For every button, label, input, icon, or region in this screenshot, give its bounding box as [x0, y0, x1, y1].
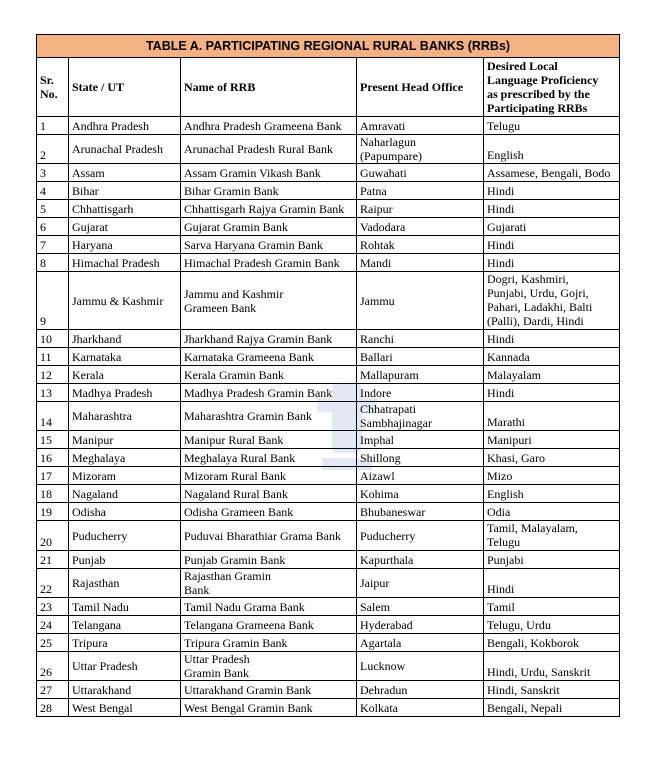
- cell-line: Telugu: [487, 119, 521, 133]
- cell-line: Rajasthan Gramin: [184, 569, 271, 583]
- cell-rrb-name: [181, 521, 357, 551]
- table-row: [37, 384, 620, 402]
- table-row: [37, 330, 620, 348]
- cell-sr-no: 8: [37, 254, 69, 272]
- table-body: [37, 117, 620, 717]
- cell-line: Andhra Pradesh Grameena Bank: [184, 118, 342, 133]
- cell-line: Uttar Pradesh: [184, 652, 250, 666]
- cell-rrb-name: [181, 598, 357, 616]
- cell-rrb-name: [181, 569, 357, 598]
- cell-head-office: [357, 503, 484, 521]
- cell-head-office: [357, 616, 484, 634]
- cell-line: Ballari: [360, 349, 393, 364]
- cell-sr-no: 13: [37, 384, 69, 402]
- cell-line: Himachal Pradesh Gramin Bank: [184, 255, 340, 270]
- cell-line: Kapurthala: [360, 552, 414, 567]
- cell-line: Grameen Bank: [184, 300, 257, 315]
- cell-language: [484, 384, 620, 402]
- cell-line: (Palli), Dardi, Hindi: [487, 314, 584, 328]
- cell-language: [484, 254, 620, 272]
- cell-sr-no: 28: [37, 699, 69, 717]
- cell-line: Telangana Grameena Bank: [184, 617, 314, 632]
- cell-line: Tamil: [487, 600, 515, 614]
- cell-rrb-name: [181, 135, 357, 164]
- cell-rrb-name: [181, 164, 357, 182]
- cell-language: [484, 218, 620, 236]
- table-row: [37, 485, 620, 503]
- cell-line: Mallapuram: [360, 367, 419, 382]
- table-row: [37, 616, 620, 634]
- cell-sr-no: 22: [37, 569, 69, 598]
- cell-language: [484, 402, 620, 431]
- cell-state: Kerala: [69, 366, 181, 384]
- cell-state: Uttarakhand: [69, 681, 181, 699]
- cell-state: Meghalaya: [69, 449, 181, 467]
- table-row: [37, 117, 620, 135]
- cell-line: Sarva Haryana Gramin Bank: [184, 237, 323, 252]
- cell-line: Punjab Gramin Bank: [184, 552, 286, 567]
- cell-head-office: [357, 634, 484, 652]
- cell-line: Pahari, Ladakhi, Balti: [487, 300, 593, 314]
- table-row: [37, 348, 620, 366]
- table-row: [37, 569, 620, 598]
- cell-language: [484, 182, 620, 200]
- header-state: State / UT: [69, 58, 181, 117]
- cell-line: Guwahati: [360, 165, 407, 180]
- cell-head-office: [357, 551, 484, 569]
- cell-rrb-name: [181, 431, 357, 449]
- cell-language: [484, 366, 620, 384]
- table-row: [37, 366, 620, 384]
- cell-line: Naharlagun: [360, 135, 416, 149]
- cell-head-office: [357, 366, 484, 384]
- cell-line: Nagaland Rural Bank: [184, 486, 288, 501]
- cell-sr-no: 21: [37, 551, 69, 569]
- cell-head-office: [357, 598, 484, 616]
- cell-line: Vadodara: [360, 219, 406, 234]
- cell-sr-no: 12: [37, 366, 69, 384]
- cell-state: Punjab: [69, 551, 181, 569]
- cell-line: Hindi: [487, 202, 515, 216]
- cell-head-office: [357, 330, 484, 348]
- cell-language: [484, 634, 620, 652]
- cell-rrb-name: [181, 485, 357, 503]
- cell-head-office: [357, 521, 484, 551]
- cell-line: Bank: [184, 583, 210, 597]
- cell-line: Rohtak: [360, 237, 395, 252]
- cell-sr-no: 5: [37, 200, 69, 218]
- cell-line: Khasi, Garo: [487, 451, 545, 465]
- cell-rrb-name: [181, 634, 357, 652]
- cell-line: Agartala: [360, 635, 402, 650]
- cell-state: Tripura: [69, 634, 181, 652]
- cell-line: Ranchi: [360, 331, 394, 346]
- cell-head-office: [357, 384, 484, 402]
- cell-line: Kolkata: [360, 700, 398, 715]
- cell-line: Gujarati: [487, 220, 527, 234]
- cell-language: [484, 598, 620, 616]
- cell-state: Haryana: [69, 236, 181, 254]
- table-row: [37, 467, 620, 485]
- cell-line: Kerala Gramin Bank: [184, 367, 284, 382]
- cell-sr-no: 6: [37, 218, 69, 236]
- cell-line: Sambhajinagar: [360, 416, 432, 430]
- cell-line: Madhya Pradesh Gramin Bank: [184, 385, 333, 400]
- cell-head-office: [357, 569, 484, 598]
- cell-state: Andhra Pradesh: [69, 117, 181, 135]
- table-row: [37, 652, 620, 681]
- cell-sr-no: 2: [37, 135, 69, 164]
- table-row: [37, 431, 620, 449]
- cell-language: [484, 330, 620, 348]
- header-head-office: Present Head Office: [357, 58, 484, 117]
- cell-line: Mizoram Rural Bank: [184, 468, 286, 483]
- table-row: [37, 598, 620, 616]
- cell-sr-no: 20: [37, 521, 69, 551]
- cell-state: Telangana: [69, 616, 181, 634]
- cell-line: Hindi, Urdu, Sanskrit: [487, 665, 591, 679]
- cell-state: Odisha: [69, 503, 181, 521]
- table-row: [37, 681, 620, 699]
- table-row: [37, 272, 620, 330]
- cell-rrb-name: [181, 467, 357, 485]
- cell-sr-no: 9: [37, 272, 69, 330]
- cell-line: Kannada: [487, 350, 530, 364]
- cell-language: [484, 236, 620, 254]
- cell-line: Jharkhand Rajya Gramin Bank: [184, 331, 333, 346]
- cell-state: Tamil Nadu: [69, 598, 181, 616]
- cell-line: Odia: [487, 505, 511, 519]
- cell-sr-no: 14: [37, 402, 69, 431]
- cell-line: Hindi: [487, 386, 515, 400]
- cell-head-office: [357, 449, 484, 467]
- cell-line: Kohima: [360, 486, 399, 501]
- cell-language: [484, 117, 620, 135]
- cell-language: [484, 503, 620, 521]
- cell-language: [484, 164, 620, 182]
- table-title: TABLE A. PARTICIPATING REGIONAL RURAL BANKS (RRBs): [37, 35, 620, 58]
- cell-rrb-name: [181, 449, 357, 467]
- cell-rrb-name: [181, 330, 357, 348]
- cell-line: Jammu: [360, 293, 395, 308]
- cell-state: Chhattisgarh: [69, 200, 181, 218]
- cell-sr-no: 26: [37, 652, 69, 681]
- cell-rrb-name: [181, 616, 357, 634]
- cell-rrb-name: [181, 652, 357, 681]
- cell-line: Arunachal Pradesh Rural Bank: [184, 142, 333, 156]
- cell-line: Dogri, Kashmiri,: [487, 272, 569, 286]
- cell-head-office: [357, 164, 484, 182]
- cell-rrb-name: [181, 402, 357, 431]
- cell-line: Chhatrapati: [360, 402, 416, 416]
- cell-rrb-name: [181, 254, 357, 272]
- cell-line: Salem: [360, 599, 390, 614]
- cell-rrb-name: [181, 681, 357, 699]
- cell-state: Jammu & Kashmir: [69, 272, 181, 330]
- rrb-table-container: [36, 34, 619, 717]
- cell-line: Assamese, Bengali, Bodo: [487, 166, 611, 180]
- cell-sr-no: 3: [37, 164, 69, 182]
- cell-language: [484, 616, 620, 634]
- cell-rrb-name: [181, 236, 357, 254]
- cell-rrb-name: [181, 348, 357, 366]
- cell-line: Patna: [360, 183, 387, 198]
- cell-line: Karnataka Grameena Bank: [184, 349, 314, 364]
- cell-line: Gujarat Gramin Bank: [184, 219, 288, 234]
- cell-sr-no: 10: [37, 330, 69, 348]
- cell-line: Tripura Gramin Bank: [184, 635, 288, 650]
- table-row: [37, 218, 620, 236]
- cell-state: Rajasthan: [69, 569, 181, 598]
- cell-state: West Bengal: [69, 699, 181, 717]
- table-row: [37, 182, 620, 200]
- cell-line: Puduvai Bharathiar Grama Bank: [184, 528, 341, 543]
- cell-state: Mizoram: [69, 467, 181, 485]
- cell-rrb-name: [181, 182, 357, 200]
- cell-head-office: [357, 117, 484, 135]
- cell-language: [484, 699, 620, 717]
- cell-line: Puducherry: [360, 528, 416, 543]
- cell-language: [484, 485, 620, 503]
- cell-state: Uttar Pradesh: [69, 652, 181, 681]
- cell-head-office: [357, 467, 484, 485]
- cell-rrb-name: [181, 699, 357, 717]
- cell-line: Meghalaya Rural Bank: [184, 450, 296, 465]
- cell-line: Manipur Rural Bank: [184, 432, 284, 447]
- cell-line: Uttarakhand Gramin Bank: [184, 682, 312, 697]
- cell-rrb-name: [181, 551, 357, 569]
- rrb-table: [36, 34, 620, 717]
- cell-head-office: [357, 200, 484, 218]
- cell-head-office: [357, 135, 484, 164]
- cell-sr-no: 19: [37, 503, 69, 521]
- cell-line: Hyderabad: [360, 617, 413, 632]
- cell-line: Marathi: [487, 415, 525, 429]
- cell-line: Telugu: [487, 535, 521, 549]
- header-sr-no: Sr. No.: [37, 58, 69, 117]
- cell-line: Manipuri: [487, 433, 532, 447]
- cell-line: Bihar Gramin Bank: [184, 183, 279, 198]
- table-row: [37, 634, 620, 652]
- cell-rrb-name: [181, 218, 357, 236]
- cell-head-office: [357, 236, 484, 254]
- cell-sr-no: 7: [37, 236, 69, 254]
- cell-state: Madhya Pradesh: [69, 384, 181, 402]
- cell-line: West Bengal Gramin Bank: [184, 700, 313, 715]
- cell-line: Maharashtra Gramin Bank: [184, 409, 312, 423]
- table-row: [37, 200, 620, 218]
- cell-sr-no: 27: [37, 681, 69, 699]
- cell-line: Lucknow: [360, 659, 406, 673]
- cell-language: [484, 681, 620, 699]
- table-header-row: [37, 58, 620, 117]
- cell-line: Tamil, Malayalam,: [487, 521, 578, 535]
- cell-line: Mandi: [360, 255, 392, 270]
- cell-sr-no: 24: [37, 616, 69, 634]
- cell-line: Malayalam: [487, 368, 541, 382]
- cell-sr-no: 25: [37, 634, 69, 652]
- cell-state: Nagaland: [69, 485, 181, 503]
- cell-head-office: [357, 402, 484, 431]
- table-row: [37, 164, 620, 182]
- cell-line: Shillong: [360, 450, 401, 465]
- cell-state: Bihar: [69, 182, 181, 200]
- cell-line: Hindi: [487, 332, 515, 346]
- cell-rrb-name: [181, 117, 357, 135]
- cell-language: [484, 135, 620, 164]
- cell-line: Hindi: [487, 256, 515, 270]
- cell-language: [484, 449, 620, 467]
- cell-language: [484, 467, 620, 485]
- cell-state: Maharashtra: [69, 402, 181, 431]
- cell-line: English: [487, 487, 524, 501]
- cell-state: Manipur: [69, 431, 181, 449]
- cell-head-office: [357, 485, 484, 503]
- cell-line: Jammu and Kashmir: [184, 286, 284, 301]
- header-rrb-name: Name of RRB: [181, 58, 357, 117]
- cell-line: Odisha Grameen Bank: [184, 504, 294, 519]
- cell-sr-no: 18: [37, 485, 69, 503]
- cell-head-office: [357, 652, 484, 681]
- cell-sr-no: 23: [37, 598, 69, 616]
- cell-line: Raipur: [360, 201, 393, 216]
- cell-line: Imphal: [360, 432, 394, 447]
- cell-sr-no: 1: [37, 117, 69, 135]
- table-row: [37, 449, 620, 467]
- table-row: [37, 236, 620, 254]
- header-language: Desired Local Language Proficiency as prescribed by the Participating RRBs: [484, 58, 620, 117]
- table-row: [37, 551, 620, 569]
- cell-line: Dehradun: [360, 682, 408, 697]
- cell-language: [484, 431, 620, 449]
- cell-head-office: [357, 699, 484, 717]
- cell-head-office: [357, 431, 484, 449]
- cell-line: Hindi: [487, 238, 515, 252]
- table-row: [37, 699, 620, 717]
- table-row: [37, 402, 620, 431]
- cell-head-office: [357, 182, 484, 200]
- cell-line: (Papumpare): [360, 149, 422, 163]
- cell-state: Assam: [69, 164, 181, 182]
- cell-line: Tamil Nadu Grama Bank: [184, 599, 305, 614]
- cell-line: Gramin Bank: [184, 666, 249, 680]
- cell-line: Telugu, Urdu: [487, 618, 551, 632]
- cell-sr-no: 17: [37, 467, 69, 485]
- cell-head-office: [357, 254, 484, 272]
- cell-line: Hindi: [487, 184, 515, 198]
- cell-line: Assam Gramin Vikash Bank: [184, 165, 321, 180]
- table-row: [37, 135, 620, 164]
- cell-rrb-name: [181, 200, 357, 218]
- cell-rrb-name: [181, 384, 357, 402]
- cell-sr-no: 16: [37, 449, 69, 467]
- cell-line: Punjabi, Urdu, Gojri,: [487, 286, 589, 300]
- cell-rrb-name: [181, 272, 357, 330]
- cell-head-office: [357, 272, 484, 330]
- table-title-row: [37, 35, 620, 58]
- cell-language: [484, 348, 620, 366]
- cell-language: [484, 569, 620, 598]
- cell-rrb-name: [181, 503, 357, 521]
- cell-state: Karnataka: [69, 348, 181, 366]
- cell-line: Bengali, Nepali: [487, 701, 563, 715]
- cell-sr-no: 4: [37, 182, 69, 200]
- cell-line: Chhattisgarh Rajya Gramin Bank: [184, 201, 345, 216]
- cell-state: Arunachal Pradesh: [69, 135, 181, 164]
- cell-line: Jaipur: [360, 576, 390, 590]
- cell-sr-no: 11: [37, 348, 69, 366]
- cell-state: Himachal Pradesh: [69, 254, 181, 272]
- cell-line: Bengali, Kokborok: [487, 636, 579, 650]
- table-row: [37, 521, 620, 551]
- cell-line: Hindi: [487, 582, 515, 596]
- cell-language: [484, 521, 620, 551]
- cell-line: Punjabi: [487, 553, 524, 567]
- cell-language: [484, 272, 620, 330]
- cell-line: Mizo: [487, 469, 513, 483]
- cell-head-office: [357, 348, 484, 366]
- cell-line: Bhubaneswar: [360, 504, 426, 519]
- cell-line: English: [487, 148, 524, 162]
- cell-language: [484, 200, 620, 218]
- cell-line: Hindi, Sanskrit: [487, 683, 560, 697]
- cell-state: Puducherry: [69, 521, 181, 551]
- cell-rrb-name: [181, 366, 357, 384]
- cell-line: Indore: [360, 385, 392, 400]
- cell-state: Jharkhand: [69, 330, 181, 348]
- cell-line: Aizawl: [360, 468, 395, 483]
- cell-language: [484, 652, 620, 681]
- table-row: [37, 503, 620, 521]
- table-row: [37, 254, 620, 272]
- cell-state: Gujarat: [69, 218, 181, 236]
- cell-line: Amravati: [360, 118, 406, 133]
- cell-language: [484, 551, 620, 569]
- cell-head-office: [357, 681, 484, 699]
- cell-head-office: [357, 218, 484, 236]
- cell-sr-no: 15: [37, 431, 69, 449]
